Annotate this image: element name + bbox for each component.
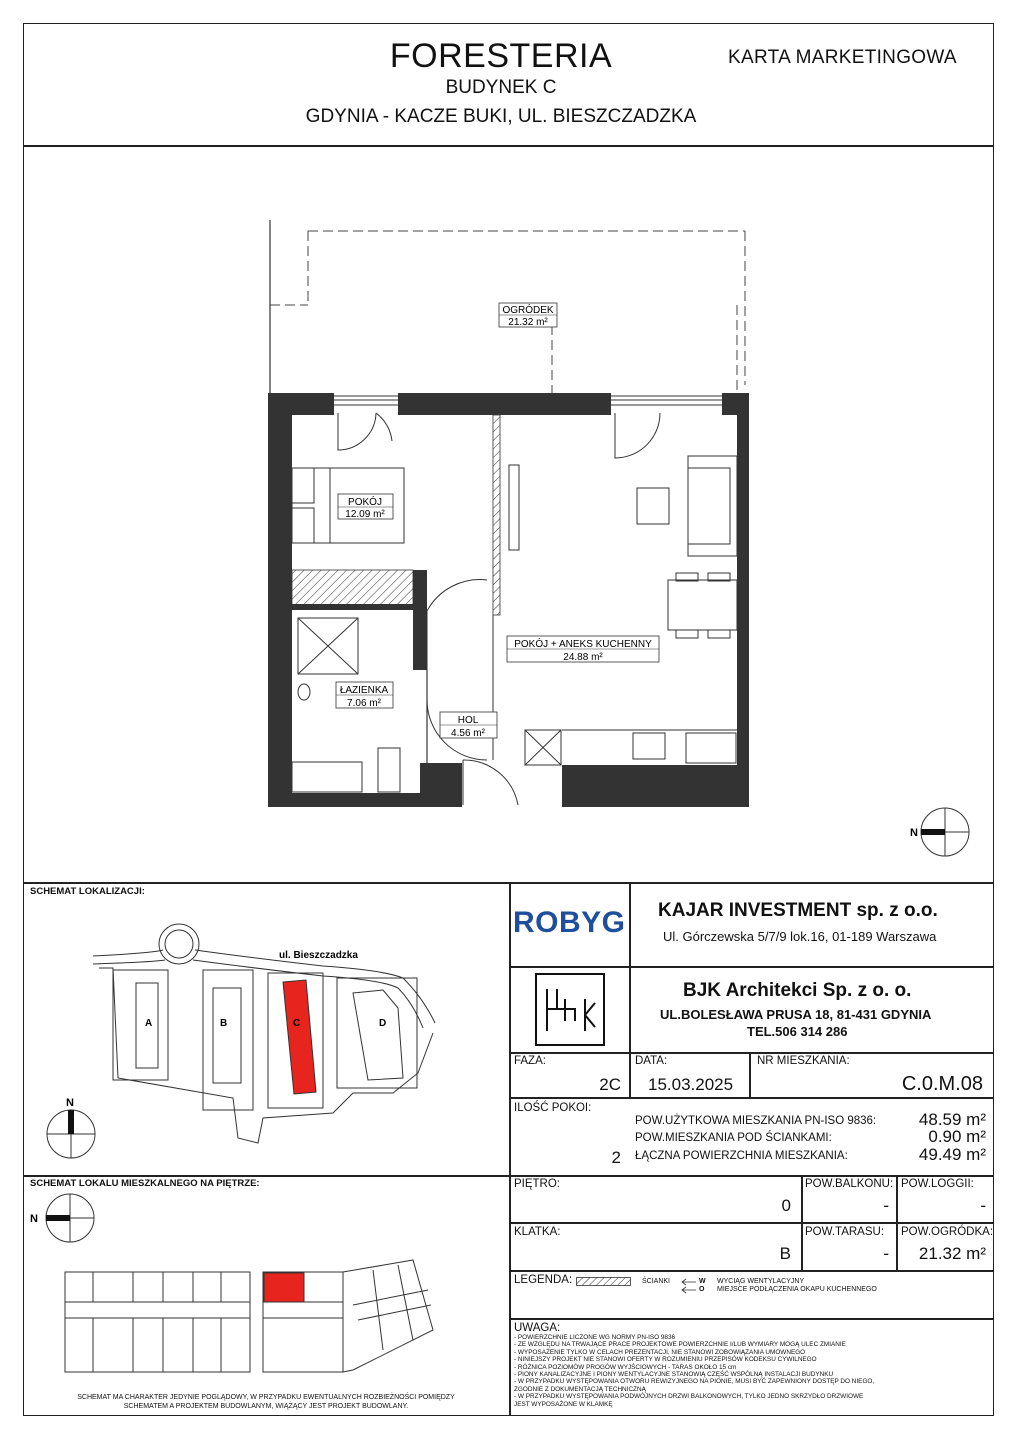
room-name-lazienka: ŁAZIENKA (339, 685, 389, 696)
note-line: JEST WYPOSAŻONE W KLAMKĘ (514, 1400, 613, 1408)
klatka-value: B (779, 1244, 791, 1263)
nr-value: C.0.M.08 (901, 1073, 983, 1095)
data-value: 15.03.2025 (648, 1075, 734, 1094)
faza-value: 2C (599, 1075, 621, 1094)
legend-vent: WYCIĄG WENTYLACYJNY (717, 1278, 805, 1285)
compass-icon (910, 808, 969, 856)
notes-label: UWAGA: (514, 1322, 561, 1334)
architect-name: BJK Architekci Sp. z o. o. (683, 980, 912, 1001)
loggia-label: POW.LOGGII: (901, 1178, 974, 1190)
ogrodek-label: POW.OGRÓDKA: (901, 1226, 994, 1238)
bjk-logo-icon (535, 973, 605, 1046)
project-title: FORESTERIA (389, 37, 613, 75)
legend-hood: MIEJSCE PODŁĄCZENIA OKAPU KUCHENNEGO (717, 1286, 877, 1293)
taras-value: - (883, 1244, 889, 1263)
investor-address: Ul. Górczewska 5/7/9 lok.16, 01-189 Warszawa (663, 929, 937, 944)
robyg-logo: ROBYG (513, 906, 626, 939)
legend-walls: ŚCIANKI (642, 1278, 671, 1285)
investor-name: KAJAR INVESTMENT sp. z o.o. (658, 900, 938, 921)
nr-label: NR MIESZKANIA: (757, 1055, 850, 1067)
pow-sc-label: POW.MIESZKANIA POD ŚCIANKAMI: (635, 1132, 832, 1144)
legend-label: LEGENDA: (514, 1274, 573, 1286)
building-b-label: B (220, 1018, 228, 1029)
floor-schema-map (23, 1190, 509, 1390)
room-area-salon: 24.88 m² (563, 652, 603, 663)
note-line: ZGODNIE Z DOKUMENTACJĄ TECHNICZNĄ (514, 1385, 646, 1393)
pietro-value: 0 (781, 1196, 791, 1215)
project-location: GDYNIA - KACZE BUKI, UL. BIESZCZADZKA (305, 106, 697, 127)
location-heading: SCHEMAT LOKALIZACJI: (30, 886, 145, 897)
architect-address: UL.BOLESŁAWA PRUSA 18, 81-431 GDYNIA (660, 1007, 932, 1022)
location-map (23, 898, 509, 1175)
note-line: - POWIERZCHNIE LICZONE WG NORMY PN-ISO 9836 (514, 1334, 676, 1341)
pow-lacz-label: ŁĄCZNA POWIERZCHNIA MIESZKANIA: (635, 1150, 848, 1162)
pow-sc-value: 0.90 m² (928, 1127, 986, 1146)
card-type: KARTA MARKETINGOWA (728, 47, 957, 68)
balkon-label: POW.BALKONU: (805, 1178, 894, 1190)
legend-o: O (699, 1286, 705, 1293)
legend-w: W (699, 1278, 706, 1285)
wall-hatch-icon (576, 1277, 632, 1287)
location-compass-icon (47, 1097, 95, 1158)
notes-list (514, 1334, 989, 1408)
pow-uz-label: POW.UŻYTKOWA MIESZKANIA PN-ISO 9836: (635, 1115, 877, 1127)
note-line: - WYPOSAŻENIE TYLKO W CELACH PREZENTACJI, NIE STANOWI ZOBOWIĄZANIA UMOWNEGO (514, 1348, 806, 1356)
note-line: - PIONY KANALIZACYJNE I PIONY WENTYLACYJNE STANOWIĄ CZĘŚĆ WSPÓLNĄ INSTALACJI BUDYNKU (514, 1371, 834, 1379)
klatka-label: KLATKA: (514, 1226, 561, 1238)
architect-phone: TEL.506 314 286 (747, 1024, 848, 1039)
note-line: - ZE WZGLĘDU NA TRWAJĄCE PRACE PROJEKTOWE POWIERZCHNIE I/LUB WYMIARY MOGĄ ULEC ZMIANIE (514, 1341, 846, 1349)
room-name-pokoj: POKÓJ (348, 497, 382, 508)
pietro-label: PIĘTRO: (514, 1178, 561, 1190)
balkon-value: - (883, 1196, 889, 1215)
data-label: DATA: (635, 1055, 668, 1067)
pow-uz-value: 48.59 m² (918, 1110, 986, 1129)
highlight-unit (264, 1273, 304, 1302)
svg-text:N: N (30, 1213, 38, 1225)
room-area-pokoj: 12.09 m² (345, 509, 385, 520)
room-name-hol: HOL (457, 715, 479, 726)
note-line: - W PRZYPADKU WYSTĘPOWANIA PODWÓJNYCH DRZWI BALKONOWYCH, TYLKO JEDNO SKRZYDŁO DRZWIOWE (514, 1393, 864, 1401)
loggia-value: - (980, 1196, 986, 1215)
taras-label: POW.TARASU: (805, 1226, 885, 1238)
ilosc-value: 2 (611, 1148, 621, 1167)
room-area-hol: 4.56 m² (451, 728, 485, 739)
highlight-building-c (283, 980, 316, 1094)
floor-schema-note-1: SCHEMAT MA CHARAKTER JEDYNIE POGLĄDOWY, W PRZYPADKU EWENTUALNYCH ROZBIEŻNOŚCI POMIĘDZY (77, 1394, 455, 1401)
room-area-ogrodek: 21.32 m² (508, 317, 548, 328)
note-line: - RÓŻNICA POZIOMÓW PROGÓW WYJŚCIOWYCH - TARAS OKOŁO 15 cm (514, 1363, 737, 1371)
note-line: - NINIEJSZY PROJEKT NIE STANOWI OFERTY W ROZUMIENIU PRZEPISÓW KODEKSU CYWILNEGO (514, 1356, 817, 1364)
building-d-label: D (379, 1018, 387, 1029)
building-c-label: C (293, 1018, 301, 1029)
floor-schema-note-2: SCHEMATEM A PROJEKTEM BUDOWLANYM, WIĄŻĄCY JEST PROJEKT BUDOWLANY. (123, 1403, 409, 1410)
note-line: - W PRZYPADKU WYSTĘPOWANIA OTWORU REWIZYJNEGO NA PIONIE, MUSI BYĆ ZAPEWNIONY DOSTĘP DO NIEGO, (514, 1378, 875, 1386)
faza-label: FAZA: (514, 1055, 546, 1067)
compass-letter: N (910, 827, 918, 839)
ogrodek-value: 21.32 m² (918, 1244, 986, 1263)
ilosc-label: ILOŚĆ POKOI: (514, 1102, 592, 1114)
svg-text:N: N (66, 1097, 74, 1109)
street-label: ul. Bieszczadzka (279, 950, 358, 961)
arrow-icon (680, 1278, 698, 1294)
pow-lacz-value: 49.49 m² (918, 1145, 986, 1164)
room-name-ogrodek: OGRÓDEK (502, 305, 554, 316)
room-area-lazienka: 7.06 m² (347, 698, 381, 709)
room-name-salon: POKÓJ + ANEKS KUCHENNY (514, 639, 652, 650)
floor-compass-icon (30, 1194, 94, 1242)
floor-schema-heading: SCHEMAT LOKALU MIESZKALNEGO NA PIĘTRZE: (30, 1178, 260, 1189)
building-name: BUDYNEK C (445, 77, 557, 98)
building-a-label: A (145, 1018, 153, 1029)
